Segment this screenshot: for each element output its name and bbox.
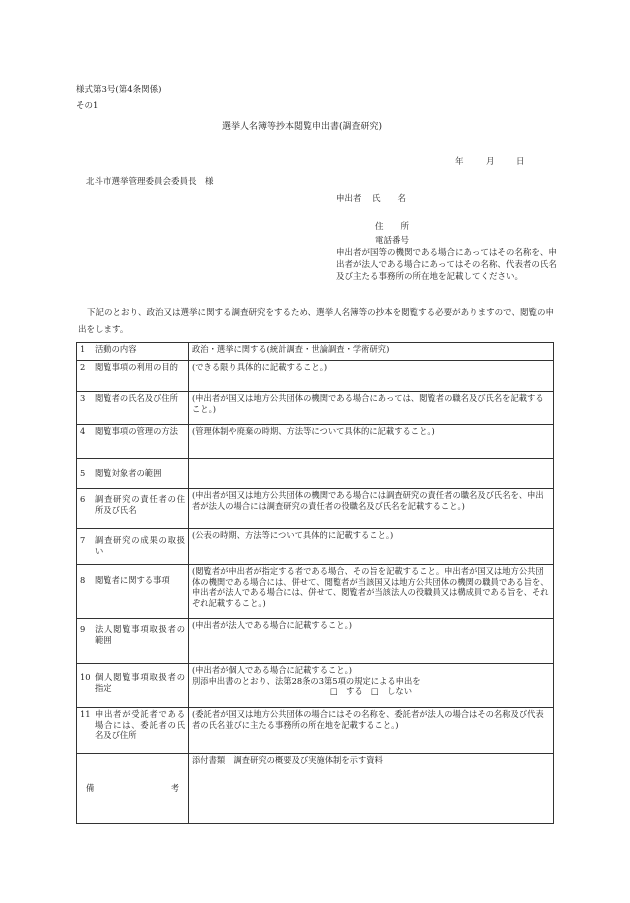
row-value: 政治・選挙に関する(統計調査・世論調査・学術研究) xyxy=(192,344,390,354)
row-label: 法人閲覧事項取扱者の範囲 xyxy=(95,624,185,645)
row-label-cell xyxy=(77,529,189,565)
management-method-field[interactable] xyxy=(189,425,554,459)
remarks-label-right: 考 xyxy=(170,783,179,793)
row-label: 申出者が受託者である場合には、委託者の氏名及び住所 xyxy=(95,709,185,740)
row-label: 調査研究の成果の取扱い xyxy=(95,535,185,556)
consignor-field[interactable] xyxy=(189,708,554,754)
row-label-cell xyxy=(77,392,189,425)
table-row xyxy=(77,392,554,425)
table-row xyxy=(77,343,554,361)
table-row xyxy=(77,565,554,619)
row-label: 閲覧対象者の範囲 xyxy=(95,468,162,479)
remarks-label-cell xyxy=(77,754,189,824)
table-row xyxy=(77,754,554,824)
individual-handler-field[interactable] xyxy=(189,664,554,708)
row-label: 調査研究の責任者の住所及び氏名 xyxy=(95,494,185,515)
purpose-field[interactable] xyxy=(189,361,554,392)
row-number: 4 xyxy=(80,426,86,436)
remarks-value: 添付書類 調査研究の概要及び実施体制を示す資料 xyxy=(192,755,383,765)
row-value: (申出者が国又は地方公共団体の機関である場合にあっては、閲覧者の職名及び氏名を記載すること。) xyxy=(192,393,544,414)
row-value-line2: 別添申出書のとおり、法第28条の3第5項の規定による申出を xyxy=(192,675,421,686)
row-label-cell xyxy=(77,664,189,708)
row-value: (閲覧者が申出者が指定する者である場合、その旨を記載すること。申出者が国又は地方公共団体の機関である場合には、併せて、閲覧者が当該国又は地方公共団体の機関の職員である旨を、申出者が法人である場合には、併せて、閲覧者が当該法人の役職員又は構成員である旨を、それぞれ記載すること。) xyxy=(192,566,549,608)
date-month-label: 月 xyxy=(486,157,495,167)
row-number: 6 xyxy=(80,494,86,504)
row-label: 閲覧者に関する事項 xyxy=(95,575,170,585)
row-value: (できる限り具体的に記載すること。) xyxy=(192,362,328,372)
applicant-name-label: 氏 名 xyxy=(372,194,407,204)
activity-content-field[interactable] xyxy=(189,343,554,361)
row-value: (公表の時期、方法等について具体的に記載すること。) xyxy=(192,530,394,540)
row-value: (委託者が国又は地方公共団体の場合にはその名称を、委託者が法人の場合はその名称及び代表者の氏名並びに主たる事務所の所在地を記載すること。) xyxy=(192,709,544,730)
row-number: 11 xyxy=(80,709,91,719)
research-manager-field[interactable] xyxy=(189,489,554,529)
results-handling-field[interactable] xyxy=(189,529,554,565)
row-value: (申出者が国又は地方公共団体の機関である場合には調査研究の責任者の職名及び氏名を、申出者が法人の場合には調査研究の責任者の役職名及び氏名を記載すること。) xyxy=(192,490,544,511)
table-row xyxy=(77,489,554,529)
table-row xyxy=(77,529,554,565)
viewer-name-address-field[interactable] xyxy=(189,392,554,425)
date-day-label: 日 xyxy=(516,157,525,167)
row-label: 閲覧事項の管理の方法 xyxy=(95,426,178,436)
row-label-cell xyxy=(77,343,189,361)
row-label-cell xyxy=(77,619,189,664)
row-label-cell xyxy=(77,361,189,392)
table-row xyxy=(77,425,554,459)
row-label: 閲覧者の氏名及び住所 xyxy=(95,393,178,403)
row-number: 1 xyxy=(80,344,86,354)
form-number: 様式第3号(第4条関係) xyxy=(76,85,162,95)
row-number: 8 xyxy=(80,575,86,585)
date-year-label: 年 xyxy=(455,157,464,167)
row-number: 5 xyxy=(80,468,86,479)
table-row xyxy=(77,361,554,392)
page-title: 選挙人名簿等抄本閲覧申出書(調査研究) xyxy=(222,122,383,132)
row-value: (申出者が法人である場合に記載すること。) xyxy=(192,620,352,630)
target-range-field[interactable] xyxy=(189,459,554,489)
do-or-not-checkboxes[interactable]: □ する □ しない xyxy=(329,686,413,696)
row-number: 2 xyxy=(80,362,86,372)
viewer-matters-field[interactable] xyxy=(189,565,554,619)
row-label: 個人閲覧事項取扱者の指定 xyxy=(95,672,185,693)
remarks-label-left: 備 xyxy=(86,783,95,793)
row-value: (管理体制や廃棄の時期、方法等について具体的に記載すること。) xyxy=(192,426,435,436)
row-number: 3 xyxy=(80,393,86,403)
applicant-label: 申出者 xyxy=(336,194,362,204)
row-number: 10 xyxy=(80,672,91,682)
corporate-handler-field[interactable] xyxy=(189,619,554,664)
row-label-cell xyxy=(77,708,189,754)
row-label-cell xyxy=(77,489,189,529)
row-value: (申出者が個人である場合に記載すること。) xyxy=(192,665,352,675)
applicant-phone-label: 電話番号 xyxy=(375,236,410,246)
addressee: 北斗市選挙管理委員会委員長 様 xyxy=(86,177,214,187)
application-table xyxy=(76,342,554,824)
remarks-field[interactable] xyxy=(189,754,554,824)
row-label-cell xyxy=(77,459,189,489)
intro-text: 下記のとおり、政治又は選挙に関する調査研究をするため、選挙人名簿等の抄本を閲覧する必要がありますので、閲覧の申出をします。 xyxy=(78,308,554,335)
row-label: 活動の内容 xyxy=(95,344,137,354)
row-number: 9 xyxy=(80,624,86,634)
table-row xyxy=(77,708,554,754)
row-number: 7 xyxy=(80,535,86,545)
table-row xyxy=(77,459,554,489)
applicant-note: 申出者が国等の機関である場合にあってはその名称を、申出者が法人である場合にあってはその名称、代表者の氏名及び主たる事務所の所在地を記載してください。 xyxy=(336,248,557,282)
row-label: 閲覧事項の利用の目的 xyxy=(95,362,178,372)
applicant-address-label: 住 所 xyxy=(375,222,410,232)
row-label-cell xyxy=(77,425,189,459)
table-row xyxy=(77,664,554,708)
form-part: その1 xyxy=(76,101,99,111)
row-label-cell xyxy=(77,565,189,619)
table-row xyxy=(77,619,554,664)
